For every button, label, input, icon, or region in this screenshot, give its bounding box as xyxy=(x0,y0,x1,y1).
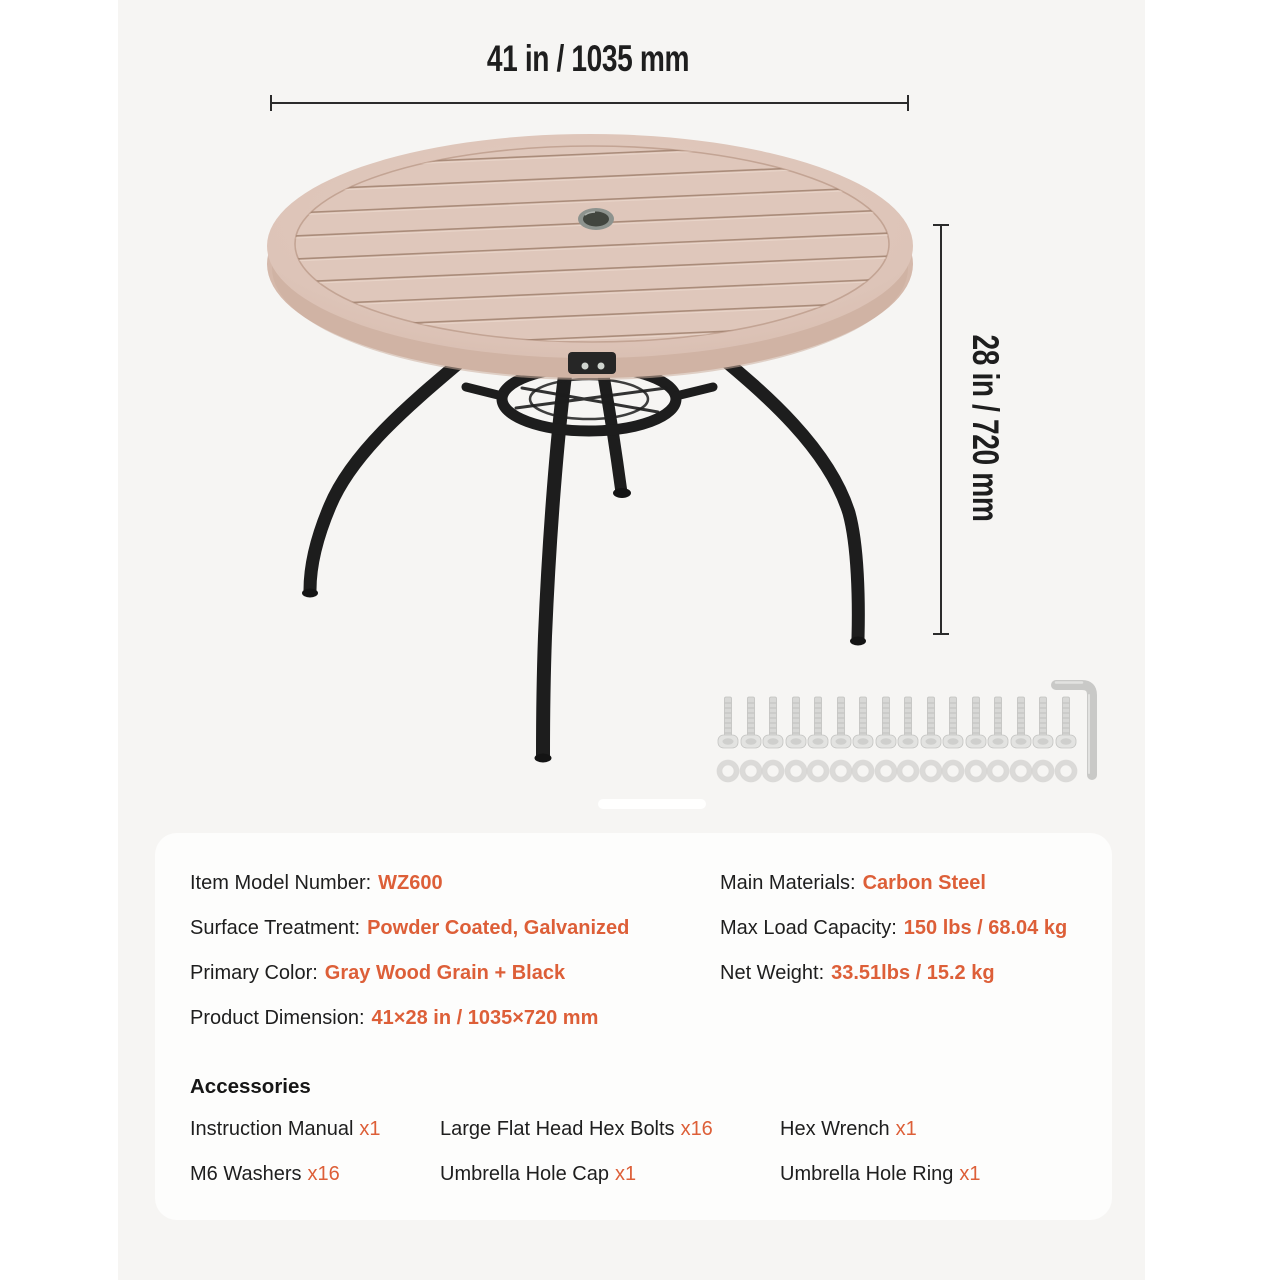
spec-label: Surface Treatment: xyxy=(190,917,361,939)
accessory-name: Instruction Manual xyxy=(190,1118,354,1140)
accessories-title: Accessories xyxy=(190,1075,311,1098)
table-feet xyxy=(302,488,866,763)
spec-column-right xyxy=(720,861,1067,996)
spec-column-left xyxy=(190,861,629,1041)
spec-row-main-materials xyxy=(720,861,1067,906)
spec-row-surface-treatment xyxy=(190,906,629,951)
spec-value: Gray Wood Grain + Black xyxy=(324,962,566,984)
accessory-qty: x1 xyxy=(614,1163,637,1185)
washers-graphic xyxy=(717,760,1077,782)
height-dimension-label: 28 in / 720 mm xyxy=(965,334,1006,521)
accessory-name: Hex Wrench xyxy=(780,1118,890,1140)
accessory-qty: x16 xyxy=(307,1163,340,1185)
spec-value: 41×28 in / 1035×720 mm xyxy=(371,1007,599,1029)
hex-bolts-graphic xyxy=(718,697,1076,748)
spec-row-model-number xyxy=(190,861,629,906)
spec-label: Net Weight: xyxy=(720,962,825,984)
spec-row-net-weight xyxy=(720,951,1067,996)
accessories-list xyxy=(190,1107,981,1197)
table-base xyxy=(310,350,858,755)
spec-value: 33.51lbs / 15.2 kg xyxy=(831,962,995,984)
spec-label: Item Model Number: xyxy=(190,872,372,894)
accessory-name: Large Flat Head Hex Bolts xyxy=(440,1118,675,1140)
accessory-hex-bolts xyxy=(440,1107,780,1152)
accessory-qty: x1 xyxy=(959,1163,981,1185)
tabletop xyxy=(267,134,914,380)
accessory-name: Umbrella Hole Ring xyxy=(780,1163,954,1185)
accessory-name: Umbrella Hole Cap xyxy=(440,1163,609,1185)
photo-watermark-strip xyxy=(598,799,706,809)
spec-label: Primary Color: xyxy=(190,962,318,984)
spec-label: Main Materials: xyxy=(720,872,856,894)
spec-value: Carbon Steel xyxy=(862,872,986,894)
width-dimension-label: 41 in / 1035 mm xyxy=(487,38,690,79)
umbrella-hole xyxy=(578,208,614,230)
accessory-m6-washers xyxy=(190,1152,440,1197)
spec-label: Product Dimension: xyxy=(190,1007,365,1029)
mounting-bracket xyxy=(568,352,616,374)
accessory-umbrella-hole-ring xyxy=(780,1152,981,1197)
spec-row-primary-color xyxy=(190,951,629,996)
spec-row-max-load xyxy=(720,906,1067,951)
spec-label: Max Load Capacity: xyxy=(720,917,897,939)
spec-value: WZ600 xyxy=(378,872,443,894)
accessory-qty: x16 xyxy=(680,1118,713,1140)
accessory-name: M6 Washers xyxy=(190,1163,302,1185)
width-dimension-line xyxy=(270,95,909,111)
accessory-umbrella-hole-cap xyxy=(440,1152,780,1197)
spec-value: Powder Coated, Galvanized xyxy=(367,917,630,939)
accessory-instruction-manual xyxy=(190,1107,440,1152)
accessory-qty: x1 xyxy=(895,1118,917,1140)
accessory-qty: x1 xyxy=(359,1118,381,1140)
spec-panel xyxy=(155,833,1112,1220)
height-dimension-line xyxy=(933,224,949,635)
spec-value: 150 lbs / 68.04 kg xyxy=(903,917,1068,939)
accessory-hex-wrench xyxy=(780,1107,981,1152)
spec-row-product-dimension xyxy=(190,996,629,1041)
